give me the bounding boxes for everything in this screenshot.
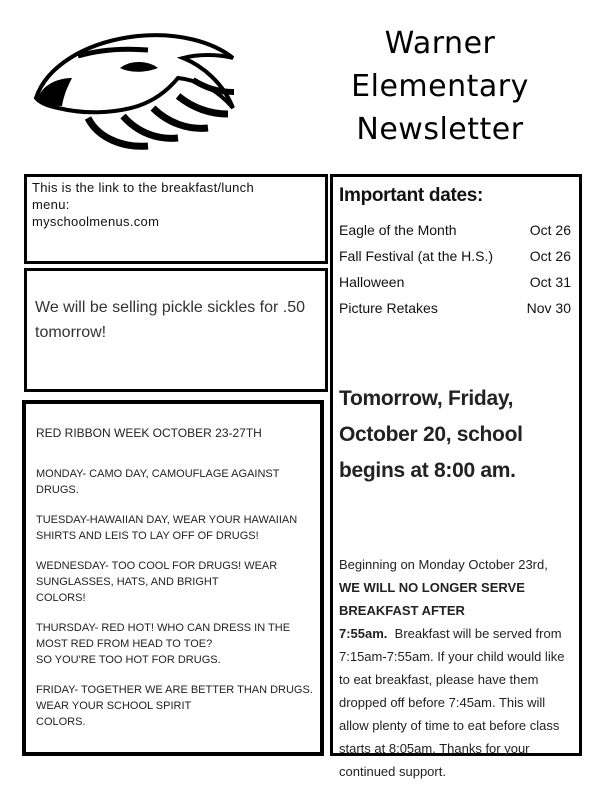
title-line: Warner <box>384 26 496 61</box>
breakfast-details: Breakfast will be served from 7:15am-7:55am. If your child would like to eat breakfast, please have them dropped off before 7:45am. This will allow plenty of time to eat before class starts at 8:05am. Thanks for your continued support. <box>339 626 565 779</box>
link-text-line: menu: <box>32 197 70 212</box>
title-line: Newsletter <box>356 112 524 147</box>
date-event: Fall Festival (at the H.S.) <box>339 248 494 264</box>
date-value: Oct 31 <box>529 274 571 290</box>
breakfast-warning: WE WILL NO LONGER SERVE BREAKFAST AFTER 7:55am. <box>339 580 525 641</box>
date-row <box>339 243 571 269</box>
title-line: Elementary <box>351 69 529 104</box>
eagle-head-icon <box>28 28 243 153</box>
pickle-sickle-box <box>24 268 328 392</box>
pickle-sickle-text: We will be selling pickle sickles for .50 tomorrow! <box>35 299 306 341</box>
menu-link-box <box>24 174 328 264</box>
friday-item: FRIDAY- TOGETHER WE ARE BETTER THAN DRUGS. WEAR YOUR SCHOOL SPIRIT COLORS. <box>36 684 313 728</box>
date-event: Eagle of the Month <box>339 222 457 238</box>
date-row <box>339 217 571 243</box>
tuesday-item: TUESDAY-HAWAIIAN DAY, WEAR YOUR HAWAIIAN SHIRTS AND LEIS TO LAY OFF OF DRUGS! <box>36 514 298 542</box>
date-row <box>339 295 571 321</box>
menu-link[interactable]: myschoolmenus.com <box>32 214 160 229</box>
red-ribbon-week-box <box>22 400 324 756</box>
date-row <box>339 269 571 295</box>
breakfast-intro: Beginning on Monday October 23rd, <box>339 557 548 572</box>
link-text-line: This is the link to the breakfast/lunch <box>32 180 254 195</box>
important-dates-heading: Important dates: <box>339 185 484 206</box>
date-value: Nov 30 <box>526 300 571 316</box>
newsletter-title <box>335 22 545 151</box>
wednesday-item: WEDNESDAY- TOO COOL FOR DRUGS! WEAR SUNGLASSES, HATS, AND BRIGHT COLORS! <box>36 560 278 604</box>
red-ribbon-title: RED RIBBON WEEK OCTOBER 23-27TH <box>36 426 262 440</box>
monday-item: MONDAY- CAMO DAY, CAMOUFLAGE AGAINST DRUGS. <box>36 468 280 496</box>
date-event: Halloween <box>339 274 405 290</box>
school-start-announcement: Tomorrow, Friday, October 20, school begins at 8:00 am. <box>339 387 523 482</box>
date-value: Oct 26 <box>529 248 571 264</box>
important-dates-box <box>330 174 582 779</box>
date-event: Picture Retakes <box>339 300 438 316</box>
date-value: Oct 26 <box>529 222 571 238</box>
breakfast-notice <box>339 553 571 783</box>
thursday-item: THURSDAY- RED HOT! WHO CAN DRESS IN THE MOST RED FROM HEAD TO TOE? SO YOU'RE TOO HOT FOR DRUGS. <box>36 622 291 666</box>
